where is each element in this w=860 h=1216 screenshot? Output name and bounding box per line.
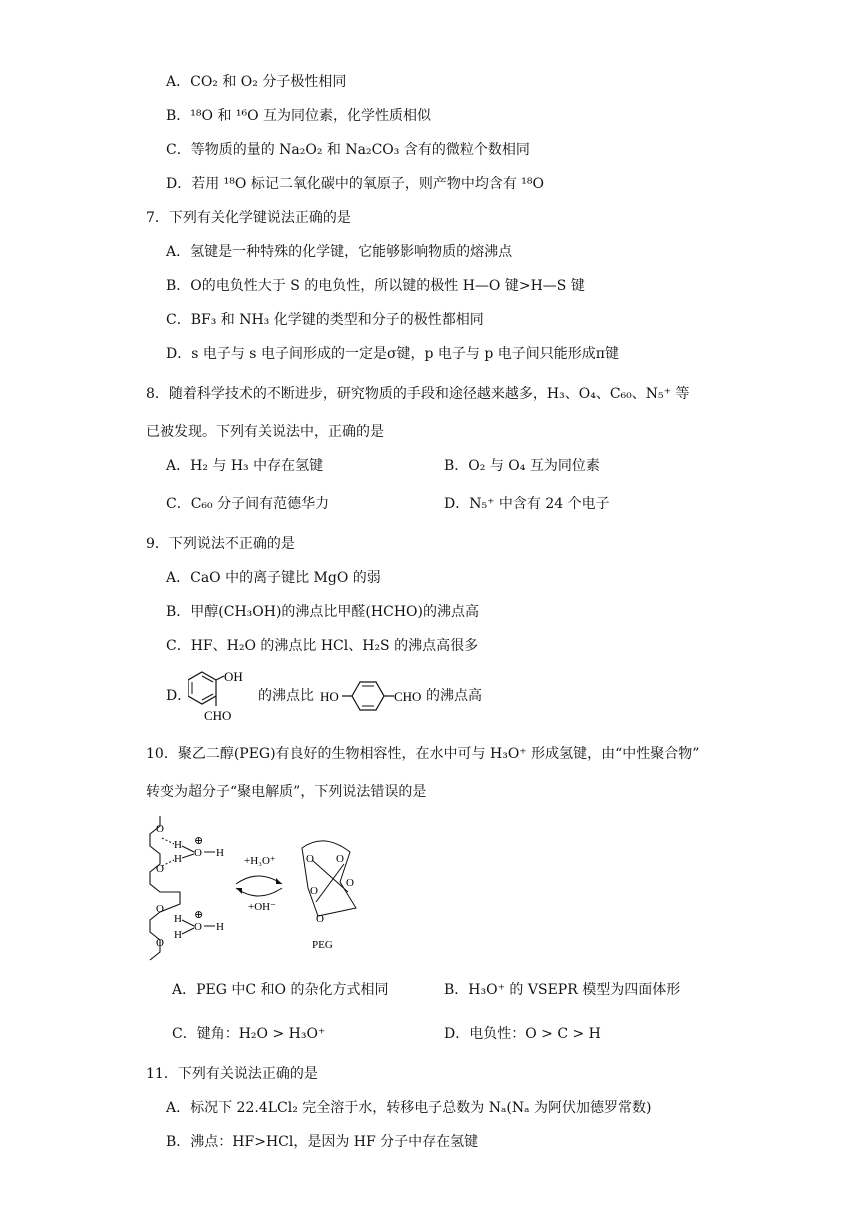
q8-option-c: C．C₆₀ 分子间有范德华力 [166, 496, 330, 512]
fig-crown-o5: O [316, 913, 324, 925]
q9-struct-para-hydroxybenzaldehyde [320, 676, 430, 716]
q10-option-c: C．键角：H₂O > H₃O⁺ [172, 1026, 326, 1042]
q10-option-b: B．H₃O⁺ 的 VSEPR 模型为四面体形 [444, 982, 681, 998]
q10-stem-line1: 10．聚乙二醇(PEG)有良好的生物相容性，在水中可与 H₃O⁺ 形成氢键，由“中性聚合物” [146, 746, 700, 762]
fig-plus-oh: +OH⁻ [248, 901, 276, 913]
q11-option-b: B．沸点：HF>HCl，是因为 HF 分子中存在氢键 [166, 1134, 479, 1150]
fig-h-1: H [174, 839, 182, 851]
q6-option-b: B．¹⁸O 和 ¹⁶O 互为同位素，化学性质相似 [166, 108, 432, 124]
q9-option-d-label: D． [166, 688, 192, 704]
q9-stem: 9．下列说法不正确的是 [146, 536, 295, 552]
q6-option-d: D．若用 ¹⁸O 标记二氧化碳中的氧原子，则产物中均含有 ¹⁸O [166, 176, 544, 192]
struct2-ho-label: HO [320, 689, 339, 704]
q9-option-d-mid: 的沸点比 [258, 688, 314, 704]
fig-o-1: O [156, 823, 164, 835]
struct1-oh-label: OH [224, 669, 243, 684]
q8-stem-line2: 已被发现。下列有关说法中，正确的是 [146, 424, 384, 440]
q8-option-b: B．O₂ 与 O₄ 互为同位素 [444, 458, 600, 474]
q8-option-a: A．H₂ 与 H₃ 中存在氢键 [166, 458, 324, 474]
struct2-cho-label: CHO [394, 689, 422, 704]
fig-o-bottom: O [194, 921, 202, 933]
q9-option-a: A．CaO 中的离子键比 MgO 的弱 [166, 570, 381, 586]
fig-o-3: O [156, 903, 164, 915]
q10-option-a: A．PEG 中C 和O 的杂化方式相同 [172, 982, 389, 998]
fig-plus-h3o: +H₃O⁺ [244, 855, 276, 867]
q7-option-d: D．s 电子与 s 电子间形成的一定是σ键，p 电子与 p 电子间只能形成π键 [166, 346, 619, 362]
fig-peg-label: PEG [312, 939, 333, 951]
fig-h-2: H [174, 853, 182, 865]
q9-struct-ortho-hydroxybenzaldehyde [188, 668, 260, 724]
fig-o-2: O [156, 863, 164, 875]
fig-crown-o3: O [310, 885, 318, 897]
q7-option-c: C．BF₃ 和 NH₃ 化学键的类型和分子的极性都相同 [166, 312, 484, 328]
q6-option-c: C．等物质的量的 Na₂O₂ 和 Na₂CO₃ 含有的微粒个数相同 [166, 142, 530, 158]
q11-stem: 11．下列有关说法正确的是 [146, 1066, 318, 1082]
fig-crown-o2: O [336, 853, 344, 865]
q9-option-b: B．甲醇(CH₃OH)的沸点比甲醛(HCHO)的沸点高 [166, 604, 479, 620]
fig-h-4: H [174, 929, 182, 941]
fig-crown-o1: O [306, 853, 314, 865]
fig-h-top: H [216, 847, 224, 859]
q9-option-d-end: 的沸点高 [426, 688, 482, 704]
q9-option-c: C．HF、H₂O 的沸点比 HCl、H₂S 的沸点高很多 [166, 638, 479, 654]
fig-crown-o4: O [346, 877, 354, 889]
q7-stem: 7．下列有关化学键说法正确的是 [146, 210, 351, 226]
fig-h-bottom: H [216, 921, 224, 933]
q8-stem-line1: 8．随着科学技术的不断进步，研究物质的手段和途径越来越多，H₃、O₄、C₆₀、N₅⁺ 等 [146, 386, 690, 402]
q10-option-d: D．电负性：O > C > H [444, 1026, 601, 1042]
q7-option-a: A．氢键是一种特殊的化学键，它能够影响物质的熔沸点 [166, 244, 513, 260]
fig-o-4: O [156, 937, 164, 949]
q6-option-a: A．CO₂ 和 O₂ 分子极性相同 [166, 74, 347, 90]
q11-option-a: A．标况下 22.4LCl₂ 完全溶于水，转移电子总数为 Nₐ(Nₐ 为阿伏加德罗常数) [166, 1100, 652, 1116]
fig-charge-bottom: ⊕ [194, 909, 204, 921]
q10-peg-figure [140, 812, 380, 968]
fig-o-top: O [194, 847, 202, 859]
fig-charge-top: ⊕ [194, 835, 204, 847]
q7-option-b: B．O的电负性大于 S 的电负性，所以键的极性 H—O 键>H—S 键 [166, 278, 585, 294]
struct1-cho-label: CHO [204, 708, 232, 723]
q10-stem-line2: 转变为超分子“聚电解质”，下列说法错误的是 [146, 784, 427, 800]
q8-option-d: D．N₅⁺ 中含有 24 个电子 [444, 496, 610, 512]
fig-h-3: H [174, 913, 182, 925]
